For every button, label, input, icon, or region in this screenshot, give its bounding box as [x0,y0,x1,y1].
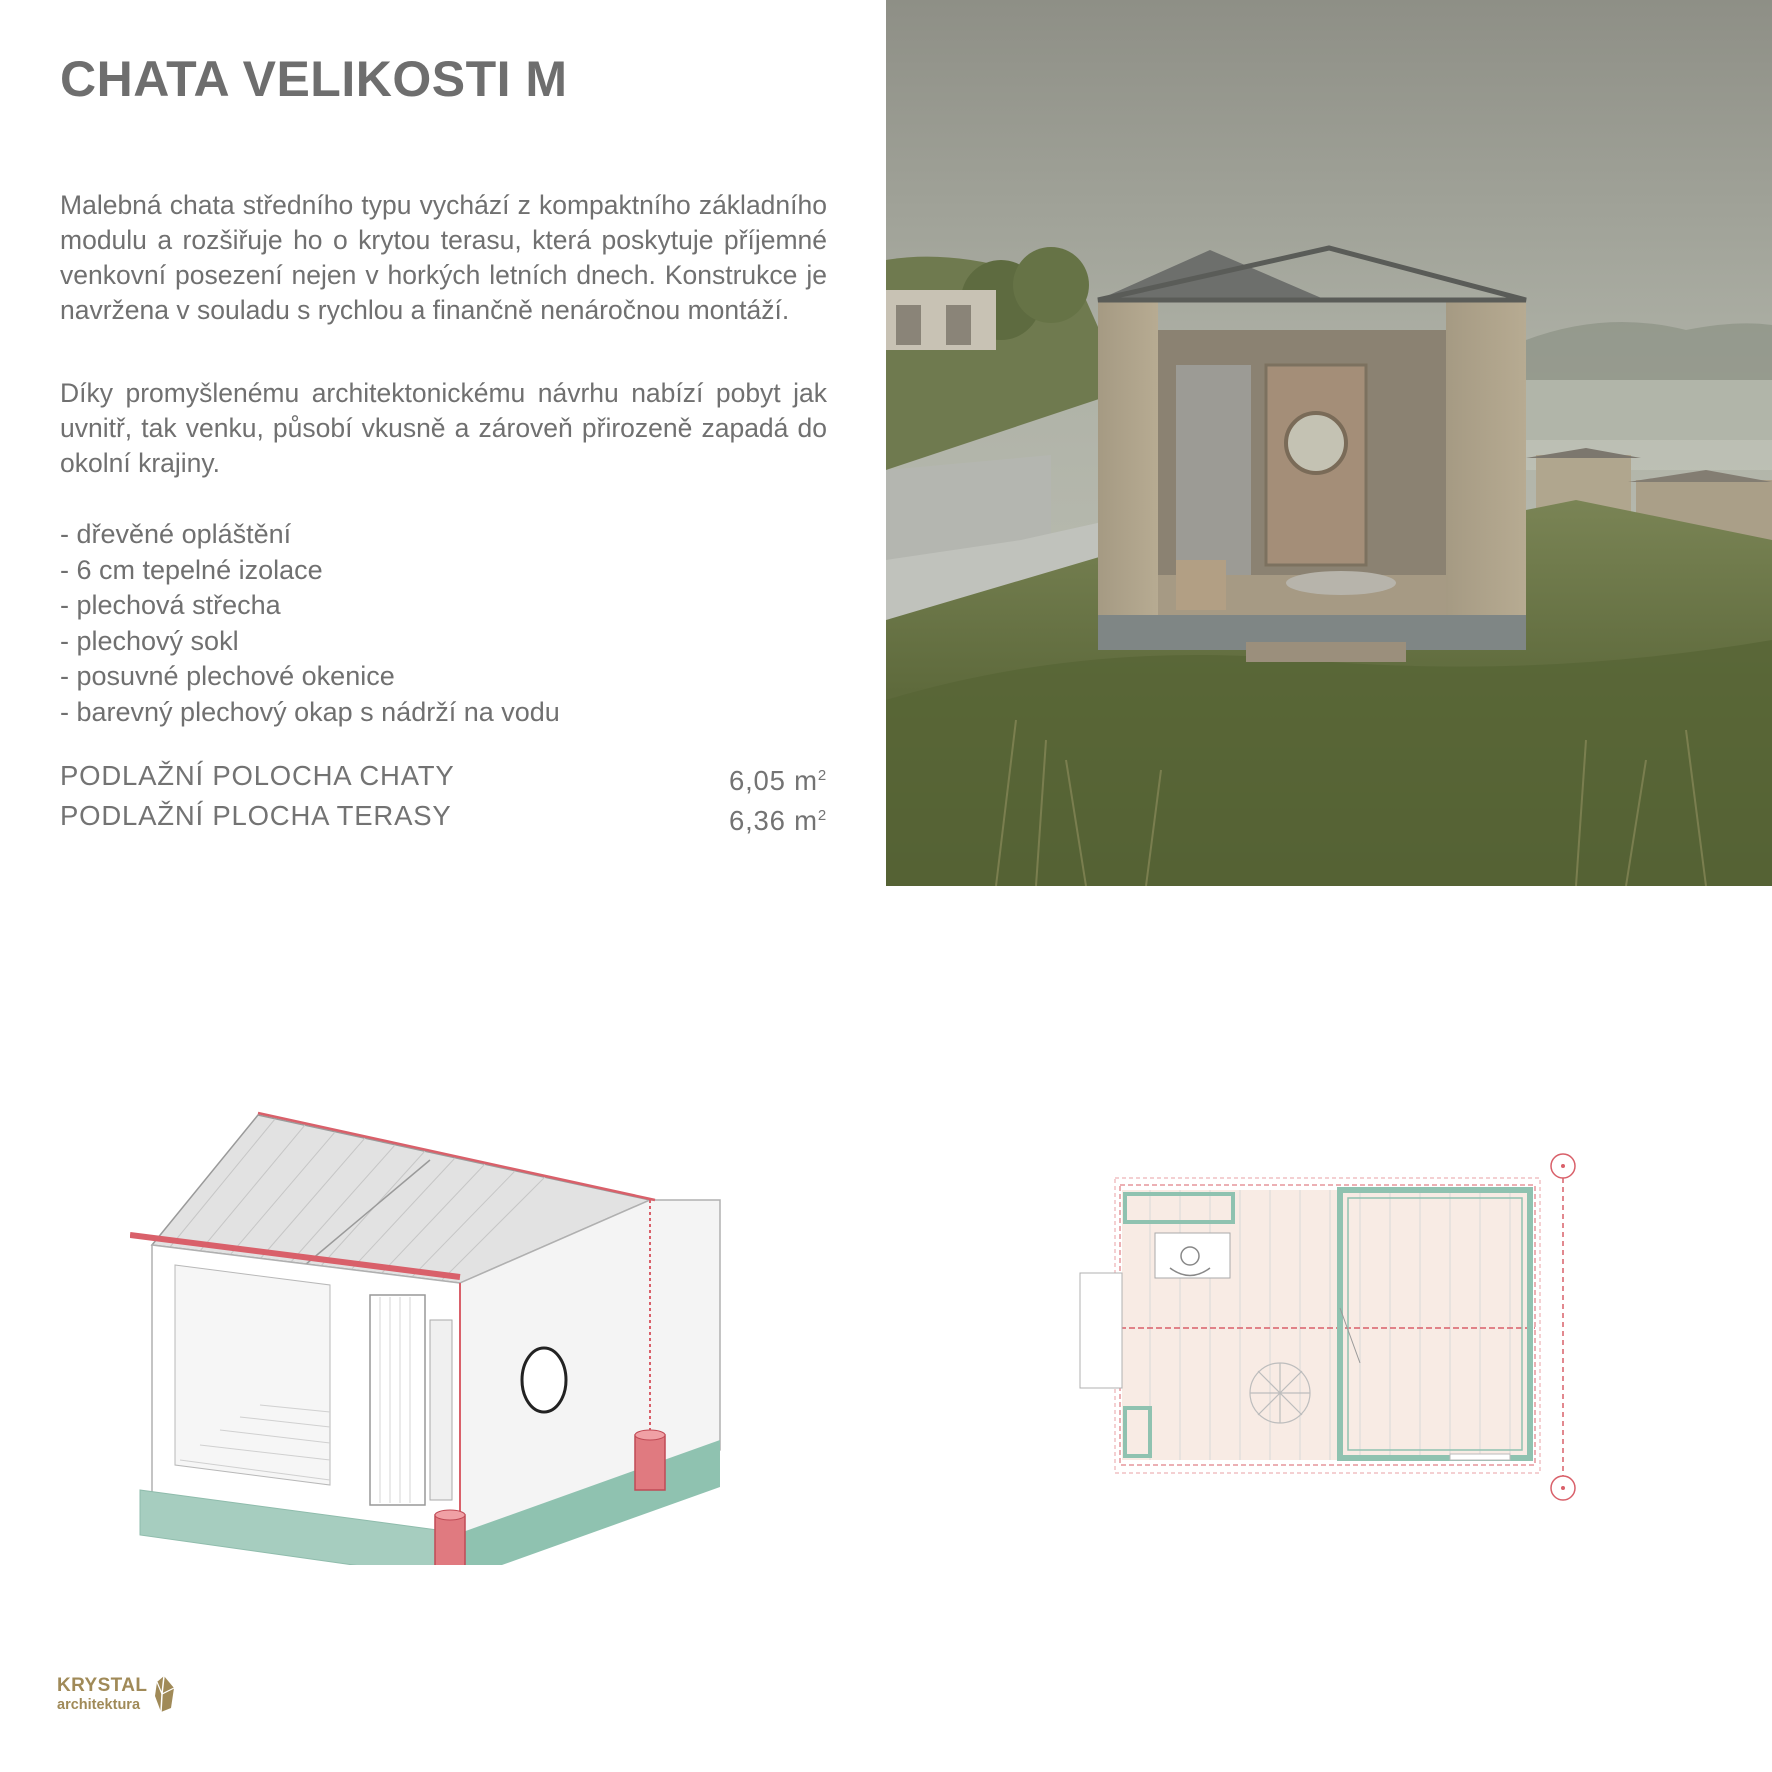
description-paragraph-1: Malebná chata středního typu vychází z kompaktního základního modulu a rozšiřuje ho o krytou terasu, která poskytuje příjemné venkovní posezení nejen v horkých letních dnech. Konstrukce je navržena v souladu s rychlou a finančně nenáročnou montáží. [60,190,827,325]
feature-item: - dřevěné opláštění [60,519,292,549]
feature-item: - posuvné plechové okenice [60,661,395,691]
crystal-icon [153,1676,175,1712]
floor-plan [1070,1148,1590,1521]
feature-item: - plechová střecha [60,590,281,620]
area-value: 6,05 $m^2$ [728,765,827,797]
feature-item: - 6 cm tepelné izolace [60,554,323,585]
feature-item: - plechový sokl [60,625,239,656]
krystal-logo [57,1676,175,1713]
logo-name: KRYSTAL [57,1675,148,1696]
area-row-terrace [60,798,827,838]
page-title: CHATA VELIKOSTI M [60,51,568,107]
area-label: PODLAŽNÍ POLOCHA CHATY [60,760,455,791]
feature-list [60,517,560,730]
logo-subtitle: architektura [57,1697,141,1713]
area-table [60,758,827,838]
logo-text [57,1676,147,1713]
description-paragraph-2: Díky promyšlenému architektonickému návrhu nabízí pobyt jak uvnitř, tak venku, působí vkusně a zároveň přirozeně zapadá do okolní krajiny. [60,378,827,478]
area-value: 6,36 $m^2$ [728,805,827,837]
axonometric-drawing [130,1105,740,1565]
cabin-photo [886,0,1772,886]
feature-item: - barevný plechový okap s nádrží na vodu [60,696,560,727]
area-row-cabin [60,758,827,798]
area-label: PODLAŽNÍ PLOCHA TERASY [60,800,452,832]
